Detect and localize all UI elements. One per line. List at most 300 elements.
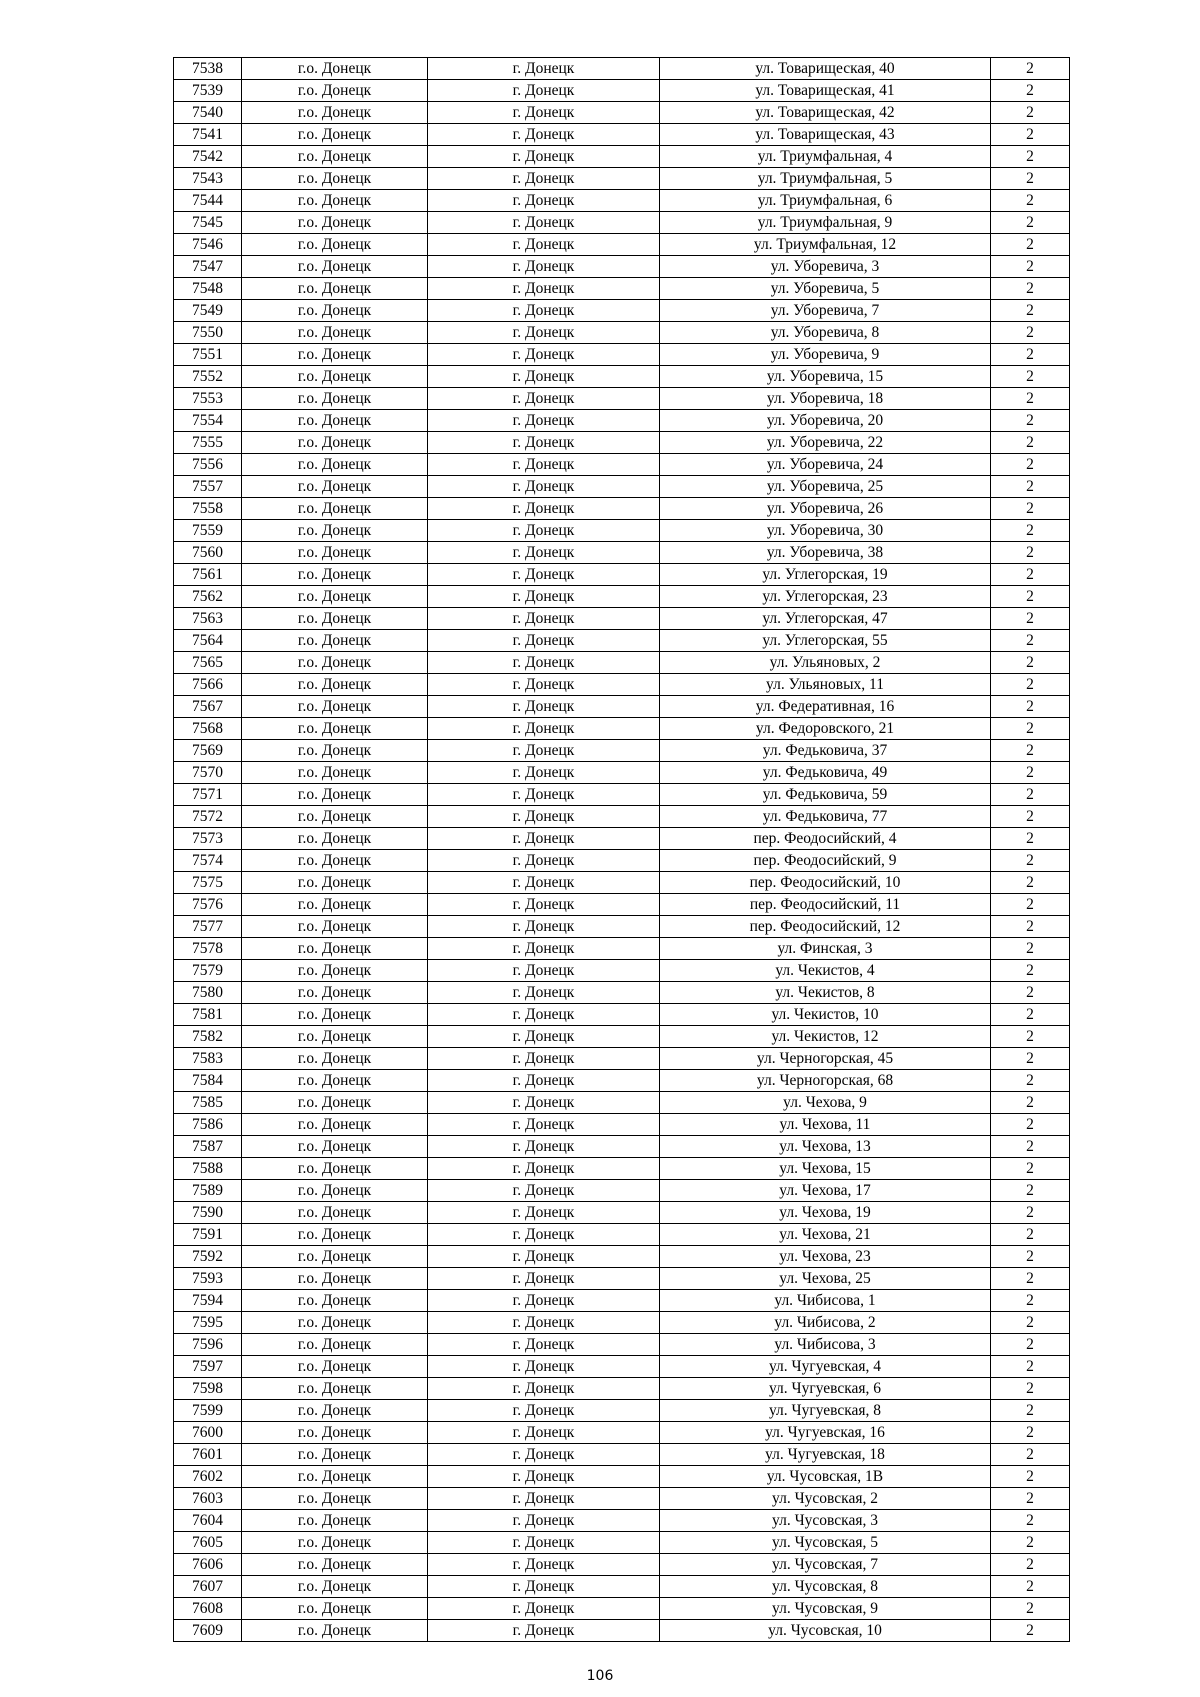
city-cell: г. Донецк: [428, 1268, 660, 1290]
value-cell: 2: [991, 982, 1070, 1004]
table-row: [174, 1180, 1070, 1202]
district-cell: г.о. Донецк: [242, 322, 428, 344]
district-cell: г.о. Донецк: [242, 1026, 428, 1048]
city-cell: г. Донецк: [428, 102, 660, 124]
table-row: [174, 1488, 1070, 1510]
city-cell: г. Донецк: [428, 1356, 660, 1378]
city-cell: г. Донецк: [428, 1554, 660, 1576]
district-cell: г.о. Донецк: [242, 1004, 428, 1026]
address-cell: ул. Чусовская, 5: [660, 1532, 991, 1554]
row-number-cell: 7548: [174, 278, 242, 300]
district-cell: г.о. Донецк: [242, 564, 428, 586]
row-number-cell: 7580: [174, 982, 242, 1004]
value-cell: 2: [991, 366, 1070, 388]
address-cell: пер. Феодосийский, 11: [660, 894, 991, 916]
row-number-cell: 7550: [174, 322, 242, 344]
address-cell: ул. Чугуевская, 8: [660, 1400, 991, 1422]
value-cell: 2: [991, 1290, 1070, 1312]
district-cell: г.о. Донецк: [242, 410, 428, 432]
value-cell: 2: [991, 344, 1070, 366]
city-cell: г. Донецк: [428, 278, 660, 300]
district-cell: г.о. Донецк: [242, 1268, 428, 1290]
city-cell: г. Донецк: [428, 58, 660, 80]
table-row: [174, 1532, 1070, 1554]
address-cell: ул. Чибисова, 2: [660, 1312, 991, 1334]
district-cell: г.о. Донецк: [242, 1488, 428, 1510]
address-cell: ул. Углегорская, 55: [660, 630, 991, 652]
city-cell: г. Донецк: [428, 1180, 660, 1202]
row-number-cell: 7590: [174, 1202, 242, 1224]
table-row: [174, 256, 1070, 278]
row-number-cell: 7593: [174, 1268, 242, 1290]
table-row: [174, 212, 1070, 234]
value-cell: 2: [991, 762, 1070, 784]
city-cell: г. Донецк: [428, 1598, 660, 1620]
table-row: [174, 1004, 1070, 1026]
address-cell: ул. Чусовская, 2: [660, 1488, 991, 1510]
city-cell: г. Донецк: [428, 1334, 660, 1356]
row-number-cell: 7575: [174, 872, 242, 894]
row-number-cell: 7538: [174, 58, 242, 80]
table-row: [174, 1026, 1070, 1048]
table-row: [174, 806, 1070, 828]
city-cell: г. Донецк: [428, 1158, 660, 1180]
address-cell: ул. Чусовская, 3: [660, 1510, 991, 1532]
address-cell: ул. Товарищеская, 43: [660, 124, 991, 146]
district-cell: г.о. Донецк: [242, 1312, 428, 1334]
row-number-cell: 7563: [174, 608, 242, 630]
value-cell: 2: [991, 1510, 1070, 1532]
row-number-cell: 7579: [174, 960, 242, 982]
table-row: [174, 674, 1070, 696]
row-number-cell: 7554: [174, 410, 242, 432]
row-number-cell: 7582: [174, 1026, 242, 1048]
district-cell: г.о. Донецк: [242, 542, 428, 564]
value-cell: 2: [991, 718, 1070, 740]
value-cell: 2: [991, 1070, 1070, 1092]
table-row: [174, 1268, 1070, 1290]
city-cell: г. Донецк: [428, 1048, 660, 1070]
table-row: [174, 1246, 1070, 1268]
district-cell: г.о. Донецк: [242, 718, 428, 740]
row-number-cell: 7571: [174, 784, 242, 806]
city-cell: г. Донецк: [428, 1488, 660, 1510]
table-row: [174, 520, 1070, 542]
table-row: [174, 938, 1070, 960]
district-cell: г.о. Донецк: [242, 762, 428, 784]
city-cell: г. Донецк: [428, 1224, 660, 1246]
value-cell: 2: [991, 960, 1070, 982]
table-row: [174, 190, 1070, 212]
city-cell: г. Донецк: [428, 806, 660, 828]
address-cell: ул. Черногорская, 68: [660, 1070, 991, 1092]
district-cell: г.о. Донецк: [242, 432, 428, 454]
address-cell: ул. Чугуевская, 18: [660, 1444, 991, 1466]
row-number-cell: 7555: [174, 432, 242, 454]
district-cell: г.о. Донецк: [242, 1202, 428, 1224]
table-row: [174, 102, 1070, 124]
district-cell: г.о. Донецк: [242, 806, 428, 828]
table-row: [174, 1378, 1070, 1400]
district-cell: г.о. Донецк: [242, 1378, 428, 1400]
value-cell: 2: [991, 1356, 1070, 1378]
table-row: [174, 1070, 1070, 1092]
city-cell: г. Донецк: [428, 718, 660, 740]
value-cell: 2: [991, 652, 1070, 674]
row-number-cell: 7609: [174, 1620, 242, 1642]
row-number-cell: 7557: [174, 476, 242, 498]
table-row: [174, 476, 1070, 498]
address-cell: ул. Чибисова, 1: [660, 1290, 991, 1312]
value-cell: 2: [991, 124, 1070, 146]
table-row: [174, 168, 1070, 190]
value-cell: 2: [991, 432, 1070, 454]
value-cell: 2: [991, 80, 1070, 102]
value-cell: 2: [991, 300, 1070, 322]
district-cell: г.о. Донецк: [242, 388, 428, 410]
table-row: [174, 366, 1070, 388]
value-cell: 2: [991, 916, 1070, 938]
district-cell: г.о. Донецк: [242, 894, 428, 916]
row-number-cell: 7599: [174, 1400, 242, 1422]
value-cell: 2: [991, 1158, 1070, 1180]
row-number-cell: 7553: [174, 388, 242, 410]
row-number-cell: 7605: [174, 1532, 242, 1554]
city-cell: г. Донецк: [428, 1510, 660, 1532]
row-number-cell: 7595: [174, 1312, 242, 1334]
row-number-cell: 7542: [174, 146, 242, 168]
row-number-cell: 7602: [174, 1466, 242, 1488]
table-row: [174, 740, 1070, 762]
address-table: [173, 57, 1070, 1642]
city-cell: г. Донецк: [428, 564, 660, 586]
value-cell: 2: [991, 1092, 1070, 1114]
district-cell: г.о. Донецк: [242, 344, 428, 366]
city-cell: г. Донецк: [428, 1290, 660, 1312]
table-row: [174, 960, 1070, 982]
address-cell: ул. Триумфальная, 4: [660, 146, 991, 168]
city-cell: г. Донецк: [428, 542, 660, 564]
district-cell: г.о. Донецк: [242, 124, 428, 146]
table-row: [174, 784, 1070, 806]
district-cell: г.о. Донецк: [242, 58, 428, 80]
address-cell: ул. Уборевича, 22: [660, 432, 991, 454]
value-cell: 2: [991, 1048, 1070, 1070]
table-row: [174, 1202, 1070, 1224]
table-row: [174, 1620, 1070, 1642]
address-cell: ул. Уборевича, 7: [660, 300, 991, 322]
value-cell: 2: [991, 410, 1070, 432]
address-cell: ул. Уборевича, 38: [660, 542, 991, 564]
district-cell: г.о. Донецк: [242, 1048, 428, 1070]
district-cell: г.о. Донецк: [242, 300, 428, 322]
address-cell: пер. Феодосийский, 9: [660, 850, 991, 872]
value-cell: 2: [991, 168, 1070, 190]
district-cell: г.о. Донецк: [242, 1598, 428, 1620]
value-cell: 2: [991, 1576, 1070, 1598]
city-cell: г. Донецк: [428, 1620, 660, 1642]
table-row: [174, 894, 1070, 916]
city-cell: г. Донецк: [428, 300, 660, 322]
table-row: [174, 322, 1070, 344]
table-row: [174, 1224, 1070, 1246]
district-cell: г.о. Донецк: [242, 454, 428, 476]
value-cell: 2: [991, 1532, 1070, 1554]
city-cell: г. Донецк: [428, 740, 660, 762]
city-cell: г. Донецк: [428, 850, 660, 872]
value-cell: 2: [991, 234, 1070, 256]
district-cell: г.о. Донецк: [242, 1224, 428, 1246]
row-number-cell: 7592: [174, 1246, 242, 1268]
address-cell: ул. Черногорская, 45: [660, 1048, 991, 1070]
district-cell: г.о. Донецк: [242, 850, 428, 872]
row-number-cell: 7584: [174, 1070, 242, 1092]
city-cell: г. Донецк: [428, 1378, 660, 1400]
city-cell: г. Донецк: [428, 1312, 660, 1334]
address-cell: ул. Ульяновых, 11: [660, 674, 991, 696]
value-cell: 2: [991, 828, 1070, 850]
address-cell: ул. Федьковича, 77: [660, 806, 991, 828]
address-cell: ул. Чехова, 21: [660, 1224, 991, 1246]
district-cell: г.о. Донецк: [242, 652, 428, 674]
value-cell: 2: [991, 388, 1070, 410]
value-cell: 2: [991, 1466, 1070, 1488]
table-row: [174, 1158, 1070, 1180]
district-cell: г.о. Донецк: [242, 1070, 428, 1092]
value-cell: 2: [991, 1136, 1070, 1158]
table-row: [174, 1510, 1070, 1532]
row-number-cell: 7585: [174, 1092, 242, 1114]
district-cell: г.о. Донецк: [242, 1334, 428, 1356]
row-number-cell: 7566: [174, 674, 242, 696]
value-cell: 2: [991, 1488, 1070, 1510]
city-cell: г. Донецк: [428, 960, 660, 982]
value-cell: 2: [991, 1422, 1070, 1444]
value-cell: 2: [991, 146, 1070, 168]
table-row: [174, 1114, 1070, 1136]
row-number-cell: 7588: [174, 1158, 242, 1180]
city-cell: г. Донецк: [428, 432, 660, 454]
row-number-cell: 7583: [174, 1048, 242, 1070]
value-cell: 2: [991, 938, 1070, 960]
district-cell: г.о. Донецк: [242, 938, 428, 960]
address-cell: ул. Чехова, 23: [660, 1246, 991, 1268]
city-cell: г. Донецк: [428, 630, 660, 652]
city-cell: г. Донецк: [428, 652, 660, 674]
address-cell: ул. Чугуевская, 6: [660, 1378, 991, 1400]
value-cell: 2: [991, 674, 1070, 696]
row-number-cell: 7591: [174, 1224, 242, 1246]
address-cell: ул. Уборевича, 15: [660, 366, 991, 388]
table-row: [174, 410, 1070, 432]
city-cell: г. Донецк: [428, 894, 660, 916]
address-cell: ул. Уборевича, 18: [660, 388, 991, 410]
district-cell: г.о. Донецк: [242, 498, 428, 520]
city-cell: г. Донецк: [428, 168, 660, 190]
address-cell: ул. Уборевича, 9: [660, 344, 991, 366]
city-cell: г. Донецк: [428, 828, 660, 850]
district-cell: г.о. Донецк: [242, 190, 428, 212]
row-number-cell: 7561: [174, 564, 242, 586]
value-cell: 2: [991, 630, 1070, 652]
address-cell: пер. Феодосийский, 12: [660, 916, 991, 938]
city-cell: г. Донецк: [428, 388, 660, 410]
city-cell: г. Донецк: [428, 1400, 660, 1422]
value-cell: 2: [991, 1026, 1070, 1048]
address-cell: ул. Чугуевская, 16: [660, 1422, 991, 1444]
city-cell: г. Донецк: [428, 498, 660, 520]
value-cell: 2: [991, 454, 1070, 476]
value-cell: 2: [991, 850, 1070, 872]
district-cell: г.о. Донецк: [242, 1466, 428, 1488]
address-cell: ул. Товарищеская, 40: [660, 58, 991, 80]
city-cell: г. Донецк: [428, 146, 660, 168]
district-cell: г.о. Донецк: [242, 696, 428, 718]
city-cell: г. Донецк: [428, 1246, 660, 1268]
district-cell: г.о. Донецк: [242, 982, 428, 1004]
city-cell: г. Донецк: [428, 1114, 660, 1136]
value-cell: 2: [991, 1004, 1070, 1026]
table-row: [174, 344, 1070, 366]
city-cell: г. Донецк: [428, 124, 660, 146]
address-cell: ул. Федьковича, 59: [660, 784, 991, 806]
table-row: [174, 850, 1070, 872]
table-row: [174, 564, 1070, 586]
district-cell: г.о. Донецк: [242, 1114, 428, 1136]
row-number-cell: 7608: [174, 1598, 242, 1620]
row-number-cell: 7589: [174, 1180, 242, 1202]
district-cell: г.о. Донецк: [242, 1444, 428, 1466]
row-number-cell: 7543: [174, 168, 242, 190]
district-cell: г.о. Донецк: [242, 1158, 428, 1180]
address-cell: ул. Чехова, 11: [660, 1114, 991, 1136]
value-cell: 2: [991, 1378, 1070, 1400]
table-row: [174, 146, 1070, 168]
city-cell: г. Донецк: [428, 784, 660, 806]
row-number-cell: 7574: [174, 850, 242, 872]
table-row: [174, 1290, 1070, 1312]
table-row: [174, 124, 1070, 146]
district-cell: г.о. Донецк: [242, 1554, 428, 1576]
address-cell: ул. Триумфальная, 5: [660, 168, 991, 190]
value-cell: 2: [991, 542, 1070, 564]
city-cell: г. Донецк: [428, 608, 660, 630]
table-row: [174, 1356, 1070, 1378]
city-cell: г. Донецк: [428, 234, 660, 256]
value-cell: 2: [991, 1268, 1070, 1290]
address-cell: ул. Федеративная, 16: [660, 696, 991, 718]
table-row: [174, 696, 1070, 718]
address-cell: ул. Триумфальная, 12: [660, 234, 991, 256]
table-row: [174, 1048, 1070, 1070]
address-cell: ул. Уборевича, 3: [660, 256, 991, 278]
district-cell: г.о. Донецк: [242, 916, 428, 938]
district-cell: г.о. Донецк: [242, 1180, 428, 1202]
row-number-cell: 7569: [174, 740, 242, 762]
address-cell: ул. Чибисова, 3: [660, 1334, 991, 1356]
row-number-cell: 7600: [174, 1422, 242, 1444]
district-cell: г.о. Донецк: [242, 1422, 428, 1444]
district-cell: г.о. Донецк: [242, 828, 428, 850]
value-cell: 2: [991, 1180, 1070, 1202]
value-cell: 2: [991, 476, 1070, 498]
value-cell: 2: [991, 498, 1070, 520]
value-cell: 2: [991, 1554, 1070, 1576]
city-cell: г. Донецк: [428, 1026, 660, 1048]
table-row: [174, 432, 1070, 454]
row-number-cell: 7539: [174, 80, 242, 102]
city-cell: г. Донецк: [428, 1422, 660, 1444]
row-number-cell: 7549: [174, 300, 242, 322]
district-cell: г.о. Донецк: [242, 872, 428, 894]
address-cell: ул. Чехова, 9: [660, 1092, 991, 1114]
value-cell: 2: [991, 586, 1070, 608]
row-number-cell: 7578: [174, 938, 242, 960]
city-cell: г. Донецк: [428, 410, 660, 432]
district-cell: г.о. Донецк: [242, 740, 428, 762]
address-cell: ул. Уборевича, 24: [660, 454, 991, 476]
value-cell: 2: [991, 102, 1070, 124]
district-cell: г.о. Донецк: [242, 1246, 428, 1268]
address-cell: ул. Финская, 3: [660, 938, 991, 960]
table-row: [174, 608, 1070, 630]
value-cell: 2: [991, 806, 1070, 828]
table-row: [174, 630, 1070, 652]
table-row: [174, 300, 1070, 322]
table-row: [174, 1576, 1070, 1598]
address-cell: ул. Чекистов, 4: [660, 960, 991, 982]
address-cell: ул. Чекистов, 12: [660, 1026, 991, 1048]
row-number-cell: 7540: [174, 102, 242, 124]
row-number-cell: 7541: [174, 124, 242, 146]
row-number-cell: 7594: [174, 1290, 242, 1312]
address-cell: ул. Чехова, 15: [660, 1158, 991, 1180]
district-cell: г.о. Донецк: [242, 1532, 428, 1554]
address-cell: ул. Чусовская, 7: [660, 1554, 991, 1576]
city-cell: г. Донецк: [428, 916, 660, 938]
row-number-cell: 7562: [174, 586, 242, 608]
row-number-cell: 7551: [174, 344, 242, 366]
city-cell: г. Донецк: [428, 674, 660, 696]
row-number-cell: 7581: [174, 1004, 242, 1026]
district-cell: г.о. Донецк: [242, 1290, 428, 1312]
address-cell: ул. Уборевича, 25: [660, 476, 991, 498]
row-number-cell: 7545: [174, 212, 242, 234]
city-cell: г. Донецк: [428, 190, 660, 212]
value-cell: 2: [991, 190, 1070, 212]
table-row: [174, 1598, 1070, 1620]
city-cell: г. Донецк: [428, 1444, 660, 1466]
value-cell: 2: [991, 696, 1070, 718]
row-number-cell: 7604: [174, 1510, 242, 1532]
value-cell: 2: [991, 1620, 1070, 1642]
row-number-cell: 7546: [174, 234, 242, 256]
city-cell: г. Донецк: [428, 520, 660, 542]
district-cell: г.о. Донецк: [242, 1356, 428, 1378]
address-cell: ул. Уборевича, 5: [660, 278, 991, 300]
district-cell: г.о. Донецк: [242, 234, 428, 256]
address-cell: ул. Чехова, 17: [660, 1180, 991, 1202]
value-cell: 2: [991, 322, 1070, 344]
table-row: [174, 872, 1070, 894]
value-cell: 2: [991, 1202, 1070, 1224]
value-cell: 2: [991, 1444, 1070, 1466]
city-cell: г. Донецк: [428, 1202, 660, 1224]
table-row: [174, 58, 1070, 80]
value-cell: 2: [991, 58, 1070, 80]
address-cell: ул. Углегорская, 23: [660, 586, 991, 608]
address-cell: ул. Углегорская, 19: [660, 564, 991, 586]
